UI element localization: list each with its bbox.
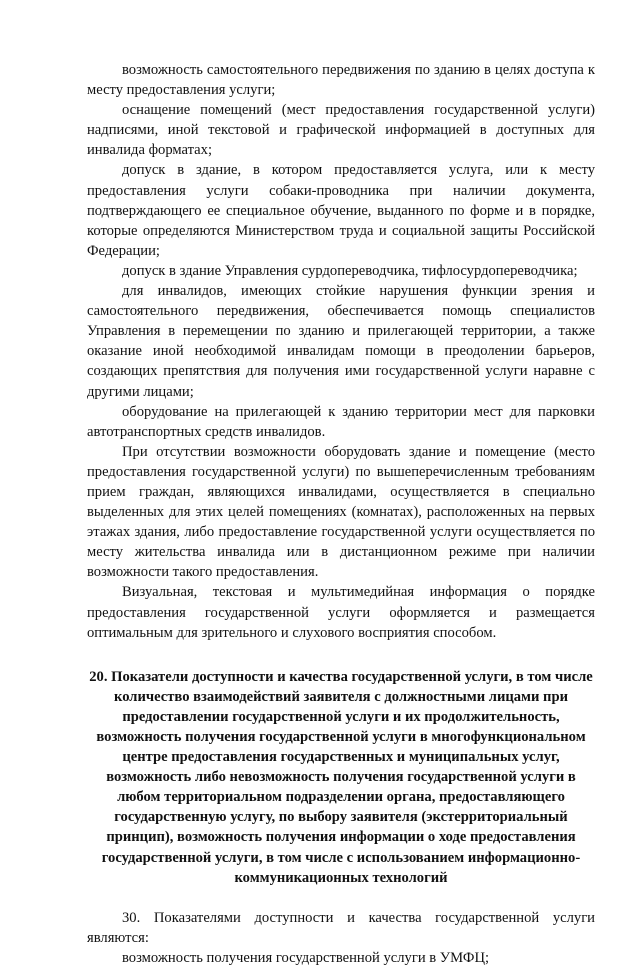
paragraph: возможность получения государственной услуги в УМФЦ;: [122, 949, 490, 966]
paragraph: допуск в здание Управления сурдопереводчика, тифлосурдопереводчика;: [122, 262, 578, 279]
paragraph: возможность самостоятельного передвижения по зданию в целях доступа к месту предоставления услуги;: [87, 62, 595, 99]
document-page: [87, 60, 595, 968]
paragraph: При отсутствии возможности оборудовать здание и помещение (место предоставления государственной услуги) по вышеперечисленным требованиям прием граждан, являющихся инвалидами, осуществляется в специально выделенных для этих целей помещениях (комнатах), расположенных на первых этажах здания, либо предоставление государственной услуги осуществляется по месту жительства инвалида или в дистанционном режиме при наличии возможности такого предоставления.: [87, 443, 595, 581]
paragraph: оснащение помещений (мест предоставления государственной услуги) надписями, иной текстовой и графической информацией в доступных для инвалида форматах;: [87, 102, 595, 159]
paragraph: для инвалидов, имеющих стойкие нарушения функции зрения и самостоятельного передвижения, обеспечивается помощь специалистов Управления в перемещении по зданию и прилегающей территории, а также оказание иной необходимой инвалидам помощи в преодолении барьеров, создающих препятствия для получения ими государственной услуги наравне с другими лицами;: [87, 283, 595, 400]
paragraph: Визуальная, текстовая и мультимедийная информация о порядке предоставления государственной услуги оформляется и размещается оптимальным для зрительного и слухового восприятия способом.: [87, 584, 595, 641]
paragraph: допуск в здание, в котором предоставляется услуга, или к месту предоставления услуги собаки-проводника при наличии документа, подтверждающего ее специальное обучение, выданного по форме и в порядке, которые определяются Министерством труда и социальной защиты Российской Федерации;: [87, 162, 595, 259]
paragraph: 30. Показателями доступности и качества государственной услуги являются:: [87, 909, 595, 946]
section-heading: 20. Показатели доступности и качества государственной услуги, в том числе количество взаимодействий заявителя с должностными лицами при предоставлении государственной услуги и их продолжительность, возможность получения государственной услуги в многофункциональном центре предоставления государственных и муниципальных услуг, возможность либо невозможность получения государственной услуги в любом территориальном подразделении органа, предоставляющего государственную услугу, по выбору заявителя (экстерриториальный принцип), возможность получения информации о ходе предоставления государственной услуги, в том числе с использованием информационно-коммуникационных технологий: [89, 668, 593, 886]
paragraph: оборудование на прилегающей к зданию территории мест для парковки автотранспортных средств инвалидов.: [87, 403, 595, 440]
